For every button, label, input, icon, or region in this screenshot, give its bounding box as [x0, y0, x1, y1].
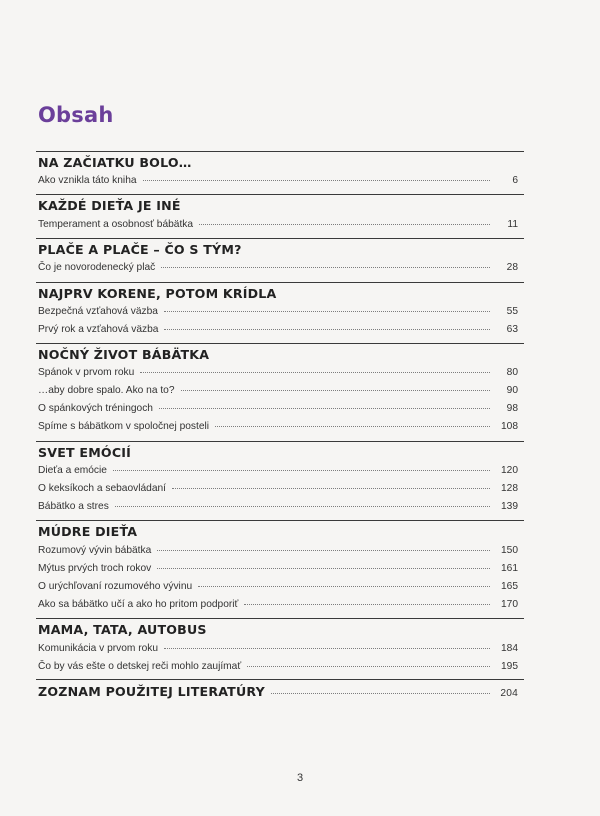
dot-leader: [199, 224, 490, 225]
entry-page-number: 80: [506, 367, 518, 378]
toc-entry[interactable]: [38, 465, 518, 476]
section-heading: NAJPRV KORENE, POTOM KRÍDLA: [38, 286, 277, 301]
entry-page-number: 195: [501, 661, 518, 672]
section-heading: ZOZNAM POUŽITEJ LITERATÚRY: [38, 684, 265, 699]
entry-page-number: 98: [506, 403, 518, 414]
entry-page-number: 55: [506, 306, 518, 317]
section-divider: [36, 618, 524, 619]
entry-title: Dieťa a emócie: [38, 465, 107, 476]
section-divider: [36, 441, 524, 442]
section-divider: [36, 520, 524, 521]
toc-entry[interactable]: [38, 483, 518, 494]
toc-entry[interactable]: [38, 175, 518, 186]
entry-page-number: 120: [501, 465, 518, 476]
toc-entry[interactable]: [38, 403, 518, 414]
dot-leader: [181, 390, 491, 391]
entry-page-number: 128: [501, 483, 518, 494]
section-divider: [36, 282, 524, 283]
toc-entry[interactable]: [38, 306, 518, 317]
entry-title: Bábätko a stres: [38, 501, 109, 512]
dot-leader: [157, 550, 490, 551]
entry-page-number: 170: [501, 599, 518, 610]
toc-entry[interactable]: [38, 219, 518, 230]
entry-title: Rozumový vývin bábätka: [38, 545, 152, 556]
section-heading: PLAČE A PLAČE – ČO S TÝM?: [38, 242, 242, 257]
dot-leader: [143, 180, 490, 181]
entry-title: O keksíkoch a sebaovládaní: [38, 483, 166, 494]
entry-page-number: 108: [501, 421, 518, 432]
dot-leader: [164, 329, 490, 330]
dot-leader: [244, 604, 490, 605]
section-divider: [36, 151, 524, 152]
entry-title: Ako sa bábätko učí a ako ho pritom podporiť: [38, 599, 239, 610]
dot-leader: [113, 470, 490, 471]
toc-entry[interactable]: [38, 563, 518, 574]
entry-page-number: 6: [512, 175, 518, 186]
entry-title: Bezpečná vzťahová väzba: [38, 306, 158, 317]
dot-leader: [140, 372, 490, 373]
entry-title: Prvý rok a vzťahová väzba: [38, 324, 159, 335]
section-heading: NA ZAČIATKU BOLO…: [38, 155, 192, 170]
section-divider: [36, 238, 524, 239]
section-divider: [36, 343, 524, 344]
page-title: Obsah: [38, 103, 114, 127]
dot-leader: [157, 568, 490, 569]
entry-title: Čo je novorodenecký plač: [38, 262, 156, 273]
entry-title: Spánok v prvom roku: [38, 367, 135, 378]
entry-page-number: 28: [506, 262, 518, 273]
entry-page-number: 150: [501, 545, 518, 556]
toc-entry[interactable]: [38, 581, 518, 592]
entry-page-number: 90: [506, 385, 518, 396]
dot-leader: [247, 666, 490, 667]
toc-entry[interactable]: [38, 385, 518, 396]
toc-entry[interactable]: [38, 367, 518, 378]
toc-entry[interactable]: [38, 599, 518, 610]
section-heading: MÚDRE DIEŤA: [38, 524, 138, 539]
entry-page-number: 139: [501, 501, 518, 512]
entry-page-number: 11: [507, 219, 518, 230]
entry-title: Mýtus prvých troch rokov: [38, 563, 152, 574]
section-heading: SVET EMÓCIÍ: [38, 445, 132, 460]
entry-title: Temperament a osobnosť bábätka: [38, 219, 194, 230]
entry-page-number: 204: [500, 688, 518, 699]
dot-leader: [115, 506, 490, 507]
section-divider: [36, 194, 524, 195]
entry-title: Čo by vás ešte o detskej reči mohlo zaujímať: [38, 661, 242, 672]
toc-entry[interactable]: [38, 545, 518, 556]
dot-leader: [198, 586, 490, 587]
dot-leader: [215, 426, 490, 427]
dot-leader: [271, 693, 490, 694]
entry-title: Komunikácia v prvom roku: [38, 643, 159, 654]
entry-title: O urýchľovaní rozumového vývinu: [38, 581, 193, 592]
entry-title: Ako vznikla táto kniha: [38, 175, 137, 186]
entry-title: O spánkových tréningoch: [38, 403, 153, 414]
entry-title: Spíme s bábätkom v spoločnej posteli: [38, 421, 210, 432]
toc-entry[interactable]: [38, 501, 518, 512]
entry-page-number: 184: [501, 643, 518, 654]
dot-leader: [161, 267, 490, 268]
entry-page-number: 161: [501, 563, 518, 574]
toc-entry-bibliography[interactable]: [38, 684, 518, 699]
toc-entry[interactable]: [38, 661, 518, 672]
section-heading: KAŽDÉ DIEŤA JE INÉ: [38, 198, 181, 213]
dot-leader: [172, 488, 490, 489]
toc-entry[interactable]: [38, 262, 518, 273]
entry-page-number: 63: [506, 324, 518, 335]
page-number: 3: [296, 772, 304, 784]
section-heading: NOČNÝ ŽIVOT BÁBÄTKA: [38, 347, 210, 362]
toc-entry[interactable]: [38, 643, 518, 654]
dot-leader: [159, 408, 490, 409]
section-heading: MAMA, TATA, AUTOBUS: [38, 622, 207, 637]
dot-leader: [164, 311, 490, 312]
section-divider: [36, 679, 524, 680]
toc-entry[interactable]: [38, 421, 518, 432]
dot-leader: [164, 648, 490, 649]
entry-page-number: 165: [501, 581, 518, 592]
entry-title: …aby dobre spalo. Ako na to?: [38, 385, 175, 396]
toc-entry[interactable]: [38, 324, 518, 335]
